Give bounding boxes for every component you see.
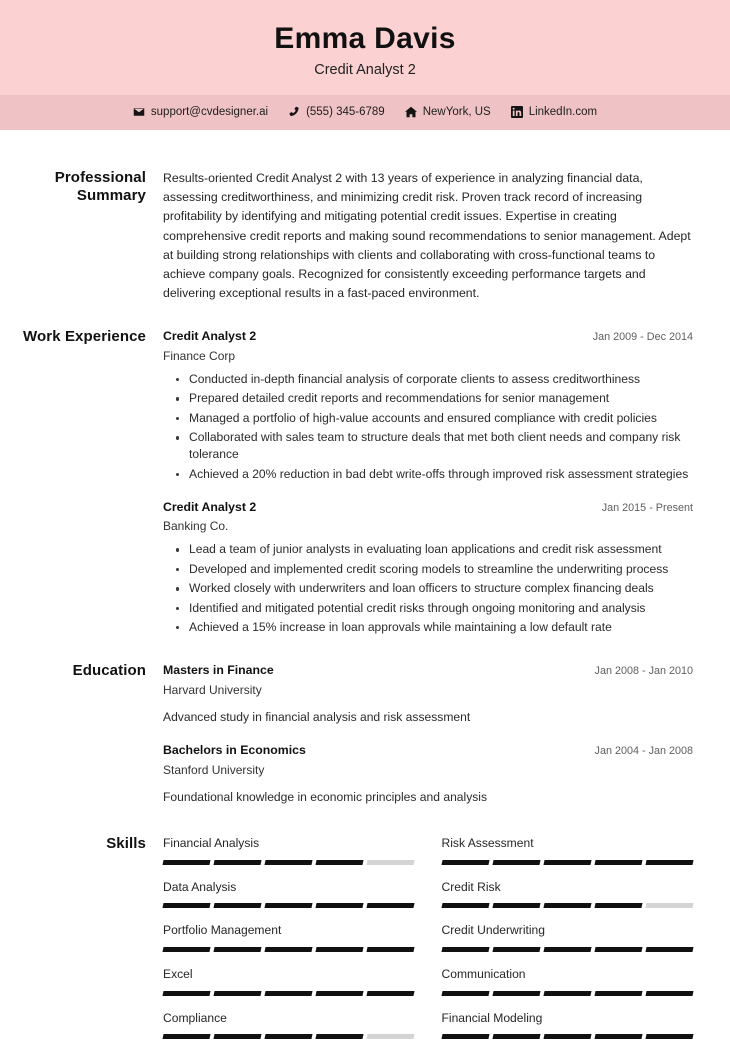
skill-level-segment [214, 860, 262, 865]
skill-level-segment [441, 947, 489, 952]
skill-item [163, 835, 415, 879]
skill-item [442, 835, 694, 879]
skill-level-segment [492, 860, 540, 865]
contact-linkedin-label: LinkedIn.com [528, 106, 598, 119]
skill-level-segment [543, 903, 591, 908]
job-company: Banking Co. [163, 519, 229, 534]
degree-description: Advanced study in financial analysis and risk assessment [163, 710, 471, 725]
phone-icon [288, 106, 300, 118]
skill-name: Excel [163, 967, 193, 982]
envelope-icon [133, 106, 145, 118]
skill-level-segment [543, 991, 591, 996]
skill-level-segment [367, 903, 415, 908]
skill-level-bar [442, 947, 694, 952]
skill-level-segment [645, 860, 693, 865]
job-bullet: Lead a team of junior analysts in evaluating loan applications and credit risk assessment [163, 541, 693, 558]
contact-phone-label: (555) 345-6789 [306, 106, 385, 119]
experience-entry [163, 328, 693, 482]
home-icon [405, 106, 417, 118]
skill-item [442, 966, 694, 1010]
skill-level-bar [442, 1034, 694, 1039]
contact-linkedin[interactable] [511, 106, 597, 118]
skill-level-segment [441, 991, 489, 996]
skill-level-segment [492, 947, 540, 952]
skill-item [442, 922, 694, 966]
job-dates: Jan 2009 - Dec 2014 [592, 331, 693, 344]
skill-level-segment [645, 991, 693, 996]
job-bullet: Achieved a 20% reduction in bad debt write-offs through improved risk assessment strategies [163, 466, 693, 483]
contact-location-label: NewYork, US [422, 106, 491, 119]
contact-bar [0, 95, 730, 130]
job-bullet: Identified and mitigated potential credit risks through ongoing monitoring and analysis [163, 600, 693, 617]
skill-level-segment [441, 860, 489, 865]
skill-level-segment [367, 860, 415, 865]
skill-level-bar [442, 991, 694, 996]
skill-level-segment [214, 1034, 262, 1039]
linkedin-icon [511, 106, 523, 118]
degree-name: Masters in Finance [163, 663, 274, 678]
skill-level-bar [442, 860, 694, 865]
skill-level-segment [316, 947, 364, 952]
section-education [0, 638, 693, 808]
skill-level-segment [316, 903, 364, 908]
skill-level-segment [645, 903, 693, 908]
job-bullet: Collaborated with sales team to structure deals that met both client needs and company risk tolerance [163, 429, 693, 463]
skill-level-segment [162, 947, 210, 952]
skill-level-bar [163, 947, 415, 952]
section-title-summary: Professional Summary [54, 168, 146, 205]
section-title-skills: Skills [106, 835, 146, 853]
job-bullet: Developed and implemented credit scoring models to streamline the underwriting process [163, 561, 693, 578]
skill-level-segment [441, 1034, 489, 1039]
skill-level-segment [162, 860, 210, 865]
job-dates: Jan 2015 - Present [601, 501, 693, 514]
skill-name: Financial Analysis [163, 836, 260, 851]
degree-description: Foundational knowledge in economic principles and analysis [163, 790, 488, 805]
skill-name: Credit Risk [441, 879, 501, 894]
skill-level-segment [645, 947, 693, 952]
education-entry [163, 662, 693, 726]
skill-level-segment [367, 991, 415, 996]
section-title-experience: Work Experience [23, 328, 146, 346]
job-bullet: Conducted in-depth financial analysis of corporate clients to assess creditworthiness [163, 371, 693, 388]
skill-level-segment [594, 903, 642, 908]
skill-level-segment [316, 860, 364, 865]
skill-level-segment [265, 947, 313, 952]
section-skills [0, 808, 693, 1053]
resume-header [0, 0, 730, 95]
degree-dates: Jan 2004 - Jan 2008 [594, 745, 693, 758]
skill-item [442, 1010, 694, 1053]
job-bullet: Achieved a 15% increase in loan approvals while maintaining a low default rate [163, 619, 693, 636]
experience-entry-list [163, 328, 693, 638]
skill-name: Risk Assessment [441, 836, 534, 851]
job-bullet: Worked closely with underwriters and loan officers to structure complex financing deals [163, 580, 693, 597]
skill-name: Financial Modeling [441, 1010, 543, 1025]
skill-level-segment [367, 947, 415, 952]
skill-level-segment [441, 903, 489, 908]
school-name: Harvard University [163, 683, 262, 698]
entry-header [163, 662, 693, 680]
summary-text: Results-oriented Credit Analyst 2 with 13 years of experience in analyzing financial data, assessing creditworthiness, and minimizing credit risk. Proven track record of increasing profitability by identifying and mitigating potential credit issues. Expertise in creating comprehensive credit reports and making sound recommendations to senior management. Adept at building strong relationships with clients and collaborating with cross-functional teams to achieve company goals. Recognized for consistently exceeding performance targets and delivering exceptional results in a fast-paced environment. [163, 170, 691, 301]
skill-level-bar [163, 903, 415, 908]
contact-location[interactable] [405, 106, 491, 118]
skill-level-segment [265, 860, 313, 865]
skill-name: Compliance [163, 1010, 227, 1025]
skill-level-segment [645, 1034, 693, 1039]
skill-item [163, 1010, 415, 1053]
skills-grid [163, 835, 693, 1053]
skill-level-segment [214, 947, 262, 952]
skill-level-segment [162, 991, 210, 996]
job-role: Credit Analyst 2 [163, 329, 257, 344]
skill-level-segment [543, 860, 591, 865]
skill-level-segment [492, 991, 540, 996]
skill-level-segment [162, 903, 210, 908]
entry-header [163, 742, 693, 760]
skill-level-segment [594, 991, 642, 996]
candidate-name: Emma Davis [274, 22, 456, 55]
contact-email-label: support@cvdesigner.ai [150, 106, 269, 119]
skill-level-bar [442, 903, 694, 908]
skill-level-segment [316, 1034, 364, 1039]
skill-name: Communication [441, 967, 526, 982]
skill-level-segment [367, 1034, 415, 1039]
skill-name: Portfolio Management [163, 923, 282, 938]
experience-entry [163, 499, 693, 636]
degree-dates: Jan 2008 - Jan 2010 [594, 665, 693, 678]
skill-level-segment [265, 903, 313, 908]
section-title-education: Education [72, 662, 146, 680]
skill-name: Credit Underwriting [441, 923, 546, 938]
candidate-job-title: Credit Analyst 2 [314, 61, 416, 78]
skill-level-bar [163, 991, 415, 996]
section-professional-summary [0, 130, 693, 303]
degree-name: Bachelors in Economics [163, 743, 306, 758]
job-company: Finance Corp [163, 349, 236, 364]
skill-level-segment [594, 860, 642, 865]
skill-level-segment [492, 1034, 540, 1039]
skill-level-segment [594, 1034, 642, 1039]
skill-level-segment [214, 903, 262, 908]
education-entry [163, 742, 693, 806]
job-bullet-list [163, 541, 693, 636]
education-entry-list [163, 662, 693, 808]
skill-item [442, 879, 694, 923]
skill-level-segment [265, 1034, 313, 1039]
skill-level-segment [594, 947, 642, 952]
job-bullet: Prepared detailed credit reports and recommendations for senior management [163, 390, 693, 407]
skill-name: Data Analysis [163, 879, 237, 894]
skill-item [163, 966, 415, 1010]
skill-item [163, 879, 415, 923]
entry-header [163, 499, 693, 517]
skill-level-segment [543, 947, 591, 952]
skill-level-segment [543, 1034, 591, 1039]
skill-level-bar [163, 860, 415, 865]
job-role: Credit Analyst 2 [163, 499, 257, 514]
skill-level-segment [214, 991, 262, 996]
school-name: Stanford University [163, 763, 265, 778]
skill-level-segment [162, 1034, 210, 1039]
job-bullet-list [163, 371, 693, 483]
resume-body [0, 130, 730, 1053]
skill-level-segment [492, 903, 540, 908]
section-work-experience [0, 303, 693, 638]
job-bullet: Managed a portfolio of high-value accounts and ensured compliance with credit policies [163, 410, 693, 427]
contact-email[interactable] [133, 106, 268, 118]
entry-header [163, 328, 693, 346]
contact-phone[interactable] [288, 106, 385, 118]
skill-level-segment [265, 991, 313, 996]
skill-level-segment [316, 991, 364, 996]
skill-item [163, 922, 415, 966]
skill-level-bar [163, 1034, 415, 1039]
